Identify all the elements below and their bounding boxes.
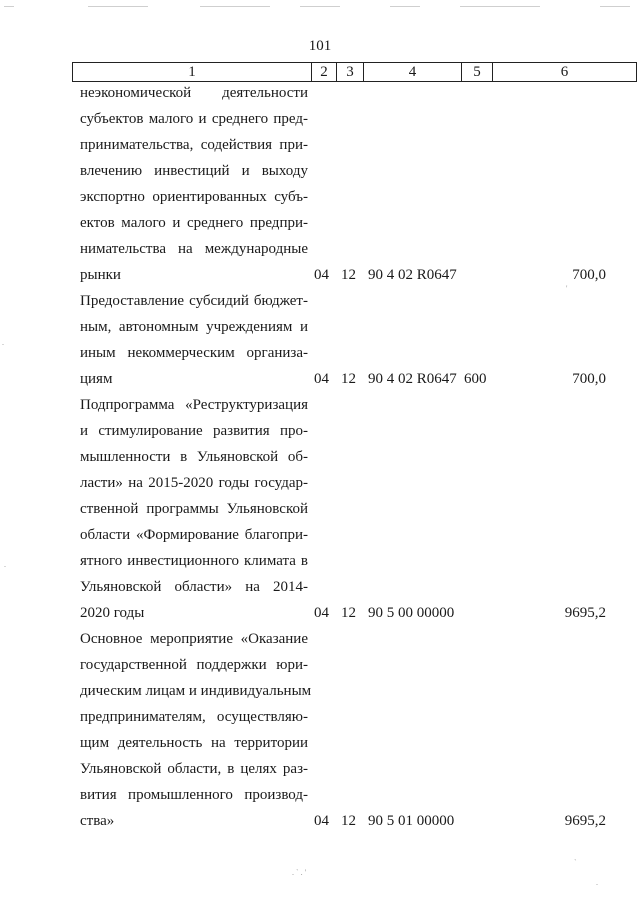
description-line: 2020 годы (80, 605, 145, 621)
description-line: и стимулирование развития про- (80, 423, 308, 439)
section-code: 04 (314, 605, 329, 621)
description-line: неэкономической деятельности (80, 85, 308, 101)
subsection-code: 12 (341, 371, 356, 387)
amount-value: 9695,2 (564, 605, 606, 621)
description-line: Ульяновской области, в целях раз- (80, 761, 308, 777)
description-line: Предоставление субсидий бюджет- (80, 293, 308, 309)
subsection-code: 12 (341, 605, 356, 621)
header-col-5: 5 (462, 63, 493, 82)
description-line: Подпрограмма «Реструктуризация (80, 397, 308, 413)
description-line: щим деятельность на территории (80, 735, 308, 751)
description-line: области «Формирование благопри- (80, 527, 308, 543)
description-line: предпринимателям, осуществляю- (80, 709, 308, 725)
description-line: Основное мероприятие «Оказание (80, 631, 308, 647)
target-article-code: 90 4 02 R0647 (368, 267, 457, 283)
scan-speck: . (596, 878, 600, 887)
amount-value: 9695,2 (564, 813, 606, 829)
subsection-code: 12 (341, 267, 356, 283)
description-line: ласти» на 2015-2020 годы государ- (80, 475, 308, 491)
header-col-3: 3 (337, 63, 364, 82)
description-line: влечению инвестиций и выходу (80, 163, 308, 179)
subsection-code: 12 (341, 813, 356, 829)
scan-speck: . (2, 338, 6, 347)
description-line: нимательства на международные (80, 241, 308, 257)
expense-type-code: 600 (464, 371, 487, 387)
row-description (80, 80, 308, 288)
description-line: рынки (80, 267, 121, 283)
table-header-row (73, 63, 637, 82)
header-col-6: 6 (493, 63, 637, 82)
scan-speck: . (4, 560, 8, 569)
header-col-1: 1 (73, 63, 312, 82)
description-line: ственной программы Ульяновской (80, 501, 308, 517)
description-line: экспортно ориентированных субъ- (80, 189, 308, 205)
row-description (80, 626, 312, 834)
amount-value: 700,0 (572, 371, 606, 387)
amount-value: 700,0 (572, 267, 606, 283)
scan-speck: ` (574, 858, 579, 867)
description-line: ства» (80, 813, 115, 829)
description-line: ным, автономным учреждениям и (80, 319, 308, 335)
description-line: циям (80, 371, 113, 387)
header-col-4: 4 (364, 63, 462, 82)
scan-speck: ' (566, 284, 570, 293)
description-line: субъектов малого и среднего пред- (80, 111, 308, 127)
target-article-code: 90 4 02 R0647 (368, 371, 457, 387)
row-description (80, 392, 308, 626)
description-line: ектов малого и среднего предпри- (80, 215, 308, 231)
description-line: мышленности в Ульяновской об- (80, 449, 308, 465)
scan-speck: .`.' (292, 868, 309, 877)
page-number: 101 (308, 38, 332, 54)
description-line: дическим лицам и индивидуальным (80, 683, 312, 699)
description-line: Ульяновской области» на 2014- (80, 579, 308, 595)
description-line: государственной поддержки юри- (80, 657, 308, 673)
table-header (72, 62, 637, 82)
target-article-code: 90 5 01 00000 (368, 813, 455, 829)
description-line: ятного инвестиционного климата в (80, 553, 308, 569)
description-line: вития промышленного производ- (80, 787, 308, 803)
header-col-2: 2 (312, 63, 337, 82)
description-line: иным некоммерческим организа- (80, 345, 308, 361)
section-code: 04 (314, 267, 329, 283)
row-description (80, 288, 308, 392)
section-code: 04 (314, 813, 329, 829)
description-line: принимательства, содействия при- (80, 137, 308, 153)
scan-noise-top (0, 6, 640, 10)
section-code: 04 (314, 371, 329, 387)
target-article-code: 90 5 00 00000 (368, 605, 455, 621)
